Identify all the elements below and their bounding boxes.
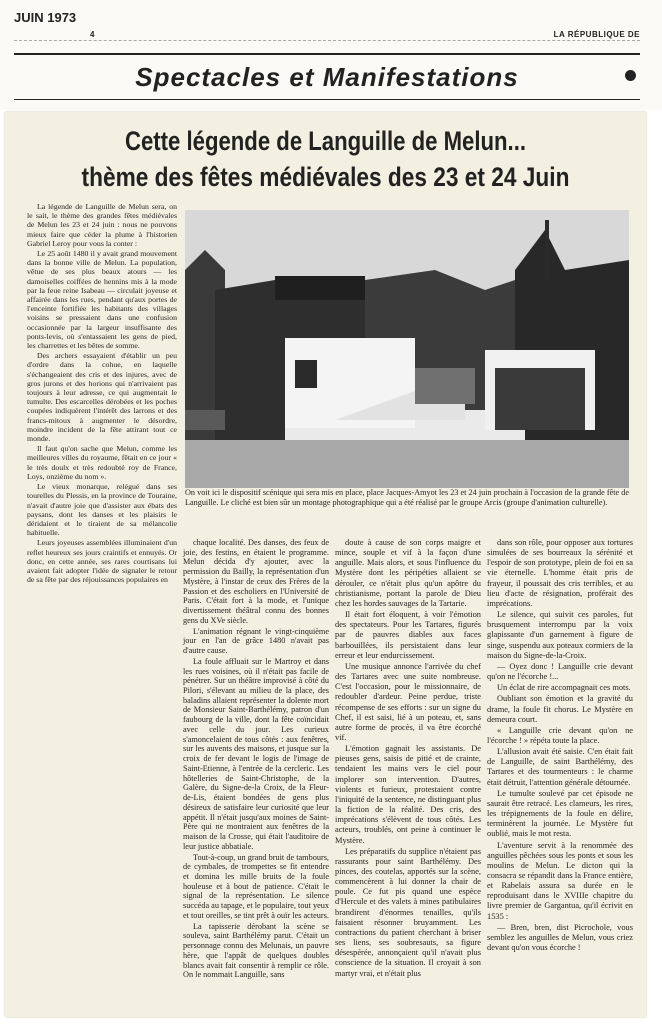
article-paragraph: Tout-à-coup, un grand bruit de tambours, de cymbales, de trompettes se fit entendre et domina les mille bruits de la foule houleuse et à bout de patience. C'était le signal de la représentation. Le silence succéda au tapage, et le populaire, tout yeux et tout oreilles, se tint prêt à ouïr les acteurs. (183, 852, 329, 920)
article-paragraph: Une musique annonce l'arrivée du chef des Tartares avec une suite nombreuse. C'est l'occasion, pour le missionnaire, de redoubler d'ardeur. Peine perdue, triste récompense de ses efforts : sur un signe du Chef, il est saisi, lié à un poteau, et, sans autre forme de procès, il va être écorché vif. (335, 661, 481, 742)
article-paragraph: Les préparatifs du supplice n'étaient pas rassurants pour saint Barthélémy. Des pinces, des coutelas, apportés sur la scène, commencèrent à lui donner la chair de poule. Ce fut pis quand une espèce d'Hercule et des valets à mines patibulaires brandirent d'énormes tenailles, qu'ils faisaient résonner bruyamment. Les contractions du patient cherchant à briser ses liens, ses soubresauts, sa figure désespérée, annonçaient qu'il n'avait plus conscience de la situation. Il croyait à son martyr vrai, et n'était plus (335, 846, 481, 978)
article-paragraph: chaque localité. Des danses, des feux de joie, des festins, en étaient le programme. Melun décida d'y ajouter, avec la permission du Bailly, la représentation d'un Mystère, à l'instar de ceux des Frères de la Passion et des escholiers en l'Université de Paris. C'était fort à la mode, et l'unique divertissement théâtral connu des bonnes gens du XVe siècle. (183, 538, 329, 625)
article-paragraph: L'allusion avait été saisie. C'en était fait de Languille, de saint Barthélémy, des Tartares et des tourmenteurs : le charme était détruit, l'attention générale détournée. (487, 747, 633, 787)
article-paragraph: Il faut qu'on sache que Melun, comme les meilleures villes du royaume, fêtait en ce jour « le très doulx et très redoubté roy de France, Loys, onzième du nom ». (27, 444, 177, 481)
article-paragraph: doute à cause de son corps maigre et mince, souple et vif à la façon d'une anguille. Mais alors, et sous l'influence du Mystère dont les péripéties allaient se dérouler, ce n'était plus qu'un apôtre du christianisme, portant la parole de Dieu chez les hordes sauvages de la Tartarie. (335, 538, 481, 608)
article-paragraph: L'émotion gagnait les assistants. De pieuses gens, saisis de pitié et de crainte, tendaient les mains vers le ciel pour implorer son intervention. D'autres, violents et furieux, protestaient contre l'iniquité de la sentence, ne distinguant plus la fiction de la réalité. Des cris, des imprécations s'élèvent de tous côtés. Les acteurs, troublés, ont peine à continuer le Mystère. (335, 744, 481, 845)
section-title: Spectacles et Manifestations (135, 61, 519, 92)
headline-line-1: Cette légende de Languille de Melun... (124, 126, 527, 156)
article-paragraph: « Languille crie devant qu'on ne l'écorche ! » répéta toute la place. (487, 725, 633, 745)
stage-photo-image (185, 210, 629, 488)
section-rule-bottom (14, 99, 640, 100)
article-paragraph: Le vieux monarque, relégué dans ses tourelles du Plessis, en la province de Touraine, n'avait d'autre joie que d'assister aux ébats des paysans, dont les danses et les plaisirs le déridaient et le tiraient de sa mélancolie habituelle. (27, 482, 177, 538)
article-paragraph: La foule affluait sur le Martroy et dans les rues voisines, où il n'était pas facile de pénétrer. Sur un théâtre improvisé à côté du Pilori, s'élevant au milieu de la place, des baladins allaient représenter la dolente mort de Monsieur Saint-Barthélémy, patron d'un faubourg de la ville, dont la fête coïncidait avec celle du jour. Les curieux s'amoncelaient de tous côtés : aux fenêtres, sur les auvents des maisons, et jusque sur la croix de fer devant le logis de l'image de Saint-Etienne, à l'entrée de la cercleric. Les hôtelleries de Saint-Christophe, de la Galère, du Signe-de-la Croix, de la Fleur-de-Lis, étaient bondées de gens plus désireux de satisfaire leur curiosité que leur appétit. Il n'était jusqu'aux moines de Saint-Père qui ne montraient aux fenêtres de la maison de la Crosse, qui était l'auditoire de leur justice abbatiale. (183, 656, 329, 851)
article-paragraph: — Oyez donc ! Languille crie devant qu'on ne l'écorche !... (487, 661, 633, 682)
article-paragraph: Le 25 août 1480 il y avait grand mouvement dans la bonne ville de Melun. La population, vêtue de ses plus beaux atours — les damoiselles coiffées de hennins mis à la mode par la feue reine Isabeau — circulait joyeuse et affairée dans les rues, pendant qu'aux portes de l'enceinte fortifiée les habitants des villages voisins se pressaient dans une confusion occasionnée par la largeur insuffisante des ponts-levis, où s'entassaient les gens de pied, les charrettes et les bêtes de somme. (27, 249, 177, 351)
article-paragraph: Le silence, qui suivit ces paroles, fut brusquement interrompu par la voix glapissante d'un garnement à figure de singe, suspendu aux poteaux cormiers de la maison du Signe-de-la-Croix. (487, 610, 633, 660)
article-clipping (5, 112, 646, 1017)
article-paragraph: — Bren, bren, dist Picrochole, vous semblez les anguilles de Melun, vous criez devant qu'on vous écorche ! (487, 922, 633, 953)
headline-line-2: thème des fêtes médiévales des 23 et 24 Juin (81, 162, 570, 192)
article-paragraph: Des archers essayaient d'établir un peu d'ordre dans la cohue, en laquelle s'échangeaient des cris et des injures, avec de gros jurons et des horions qui n'arrivaient pas toujours à leur adresse, ce qui augmentait le tumulte. Des escarcelles dérobées et les poches coupées indiquèrent l'intérêt des larrons et des francs-mitoux à augmenter le désordre, moindre incident de la fête attirant tout ce monde. (27, 351, 177, 444)
article-paragraph: La légende de Languille de Melun sera, on le sait, le thème des grandes fêtes médiévales de Melun les 23 et 24 juin : nous ne pouvons mieux faire que céder la plume à l'historien Gabriel Leroy pour vous la conter : (27, 202, 177, 248)
section-rule-top (14, 53, 640, 55)
issue-date: JUIN 1973 (14, 10, 77, 25)
article-column-2 (183, 538, 329, 1012)
article-paragraph: L'aventure servit à la renommée des anguilles pêchées sous les ponts et sous les moulins de Melun. Le dicton qui la consacra se répandit dans la France entière, et Rabelais assura sa durée en le reproduisant dans le XVIIIe chapitre du livre premier de Gargantua, qu'il écrivit en 1535 : (487, 840, 633, 921)
article-paragraph: Oubliant son émotion et la gravité du drame, la foule fit chorus. Le Mystère en demeura court. (487, 694, 633, 724)
article-paragraph: Il était fort éloquent, à voir l'émotion des spectateurs. Pour les Tartares, figurés par de pauvres diables aux faces barbouillées, ils persistaient dans leur erreur et leur endurcissement. (335, 610, 481, 660)
article-paragraph: L'animation régnant le vingt-cinquième jour en l'an de grâce 1480 n'avait pas d'autre cause. (183, 626, 329, 656)
article-paragraph: Le tumulte soulevé par cet épisode ne saurait être retracé. Les clameurs, les rires, les trépignements de la foule en délire, terminèrent la journée. Le Mystère fut oublié, mais le mot resta. (487, 788, 633, 839)
newspaper-name: LA RÉPUBLIQUE DE (553, 30, 640, 39)
article-paragraph: Un éclat de rire accompagnait ces mots. (497, 683, 631, 693)
bullet-icon (625, 70, 636, 81)
header-divider (14, 40, 640, 41)
page-header (0, 0, 662, 110)
article-column-3 (335, 538, 481, 1012)
article-column-1 (27, 202, 177, 607)
article-paragraph: La tapisserie dérobant la scène se souleva, saint Barthélémy parut. C'était un personnage connu des Melunais, un pauvre hère, que l'appât de quelques doubles blancs avait fait consentir à remplir ce rôle. On le nommait Languille, sans (183, 921, 329, 980)
article-paragraph: Leurs joyeuses assemblées illuminaient d'un reflet heureux ses jours craintifs et ennuyés. Or donc, en cette année, ses rares courtisans lui avaient fait adopter l'idée de signaler le retour de sa fête par des réjouissances populaires en (27, 538, 177, 585)
article-column-4 (487, 538, 633, 1012)
photo-caption: On voit ici le dispositif scénique qui sera mis en place, place Jacques-Amyot les 23 et 24 juin prochain à l'occasion de la grande fête de Languille. Le cliché est bien sûr un montage photographique qui a été réalisé par le groupe Arcis (groupe d'animation culturelle). (185, 488, 629, 507)
stage-photo (185, 210, 629, 488)
article-paragraph: dans son rôle, pour opposer aux tortures simulées de ses bourreaux la sérénité et l'espoir de son prototype, plein de foi en sa vie éternelle. L'homme était pris de frayeur, il poussait des cris terribles, et au lieu d'acte de résignation, proférait des imprécations. (487, 538, 633, 608)
page-number: 4 (90, 30, 95, 39)
